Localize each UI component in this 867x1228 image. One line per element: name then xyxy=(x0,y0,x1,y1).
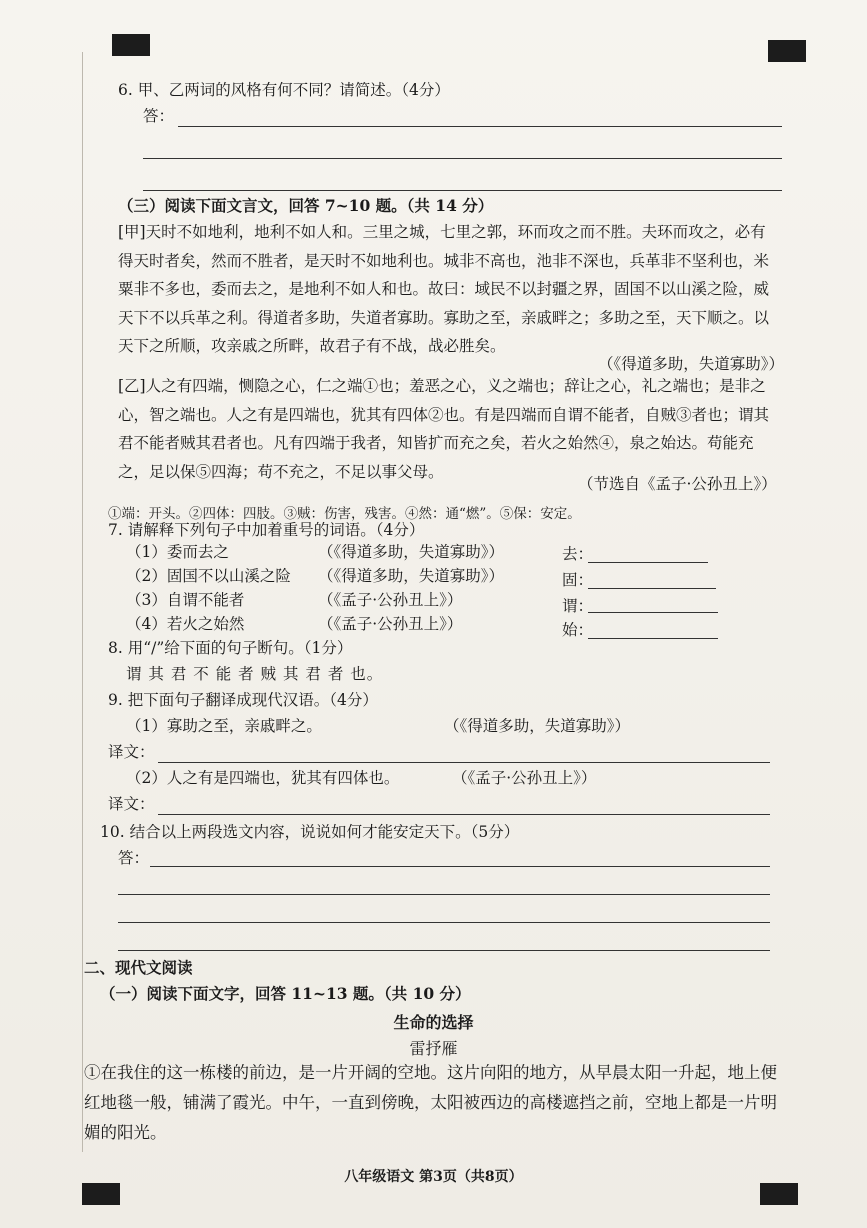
q7-item-1-source: （《得道多助，失道寡助》） xyxy=(318,543,505,561)
article-title: 生命的选择 xyxy=(393,1013,474,1032)
q6-question: 6. 甲、乙两词的风格有何不同？请简述。（4分） xyxy=(118,81,450,99)
answer-blank[interactable] xyxy=(588,612,718,613)
answer-line[interactable] xyxy=(118,922,770,923)
q9-label-2: 译文： xyxy=(108,795,155,813)
q7-item-3-word: 谓： xyxy=(562,597,594,615)
answer-line[interactable] xyxy=(158,762,770,763)
q7-item-1: （1）委而去之 xyxy=(126,543,229,561)
part2-heading: 二、现代文阅读 xyxy=(84,958,193,977)
answer-line[interactable] xyxy=(118,894,770,895)
q9-sentence-1-source: （《得道多助，失道寡助》） xyxy=(444,717,631,735)
article-paragraph-1: ①在我住的这一栋楼的前边，是一片开阔的空地。这片向阳的地方，从早晨太阳一升起，地上便红地毯一般，铺满了霞光。中午，一直到傍晚，太阳被西边的高楼遮挡之前，空地上都是一片明媚的阳光。 xyxy=(84,1063,777,1142)
q9-sentence-1: （1）寡助之至，亲戚畔之。 xyxy=(126,717,322,735)
q9-label-1: 译文： xyxy=(108,743,155,761)
q7-item-2: （2）固国不以山溪之险 xyxy=(126,567,291,585)
answer-line[interactable] xyxy=(143,190,782,191)
section3-heading: （三）阅读下面文言文，回答 7~10 题。（共 14 分） xyxy=(118,196,494,215)
answer-line[interactable] xyxy=(118,950,770,951)
passage-jia-source: （《得道多助，失道寡助》） xyxy=(598,355,785,373)
q7-item-3-source: （《孟子·公孙丑上》） xyxy=(318,591,463,609)
q7-item-1-word: 去： xyxy=(562,545,594,563)
q9-question: 9. 把下面句子翻译成现代汉语。（4分） xyxy=(108,691,378,709)
answer-blank[interactable] xyxy=(588,562,708,563)
q7-item-4-word: 始： xyxy=(562,621,594,639)
passage-jia: [甲]天时不如地利，地利不如人和。三里之城，七里之郭，环而攻之而不胜。夫环而攻之，必有得天时者矣，然而不胜者，是天时不如地利也。城非不高也，池非不深也，兵革非不坚利也，米粟非不多也，委而去之，是地利不如人和也。故曰：域民不以封疆之界，固国不以山溪之险，威天下不以兵革之利。得道者多助，失道者寡助。寡助之至，亲戚畔之；多助之至，天下顺之。以天下之所顺，攻亲戚之所畔，故君子有不战，战必胜矣。 xyxy=(118,223,770,355)
footnotes: ①端：开头。②四体：四肢。③贼：伤害，残害。④然：通“燃”。⑤保：安定。 xyxy=(108,506,581,522)
answer-line[interactable] xyxy=(158,814,770,815)
margin-line xyxy=(82,52,83,1152)
corner-mark xyxy=(760,1183,798,1205)
q7-item-4: （4）若火之始然 xyxy=(126,615,245,633)
q6-answer-label: 答： xyxy=(143,107,175,125)
answer-line[interactable] xyxy=(178,126,782,127)
corner-mark xyxy=(112,34,150,56)
answer-line[interactable] xyxy=(150,866,770,867)
article-author: 雷抒雁 xyxy=(409,1039,458,1058)
q10-answer-label: 答： xyxy=(118,849,150,867)
q7-item-4-source: （《孟子·公孙丑上》） xyxy=(318,615,463,633)
q7-item-2-word: 固： xyxy=(562,571,594,589)
q9-sentence-2-source: （《孟子·公孙丑上》） xyxy=(452,769,597,787)
passage-yi: [乙]人之有四端，恻隐之心，仁之端①也；羞恶之心，义之端也；辞让之心，礼之端也；是非之心，智之端也。人之有是四端也，犹其有四体②也。有是四端而自谓不能者，自贼③者也；谓其君不能者贼其君者也。凡有四端于我者，知皆扩而充之矣，若火之始然④，泉之始达。苟能充之，足以保⑤四海；苟不充之，不足以事父母。 xyxy=(118,377,770,481)
q7-item-2-source: （《得道多助，失道寡助》） xyxy=(318,567,505,585)
part2-subheading: （一）阅读下面文字，回答 11~13 题。（共 10 分） xyxy=(100,984,471,1003)
corner-mark xyxy=(82,1183,120,1205)
q8-sentence: 谓 其 君 不 能 者 贼 其 君 者 也。 xyxy=(126,665,384,683)
answer-blank[interactable] xyxy=(588,638,718,639)
page-footer: 八年级语文 第3页（共8页） xyxy=(344,1169,523,1185)
answer-line[interactable] xyxy=(143,158,782,159)
passage-yi-source: （节选自《孟子·公孙丑上》） xyxy=(578,475,777,493)
q7-question: 7. 请解释下列句子中加着重号的词语。（4分） xyxy=(108,521,425,539)
corner-mark xyxy=(768,40,806,62)
q9-sentence-2: （2）人之有是四端也，犹其有四体也。 xyxy=(126,769,400,787)
answer-blank[interactable] xyxy=(588,588,716,589)
q10-question: 10. 结合以上两段选文内容，说说如何才能安定天下。（5分） xyxy=(100,823,520,841)
q7-item-3: （3）自谓不能者 xyxy=(126,591,245,609)
q8-question: 8. 用“/”给下面的句子断句。（1分） xyxy=(108,639,353,657)
